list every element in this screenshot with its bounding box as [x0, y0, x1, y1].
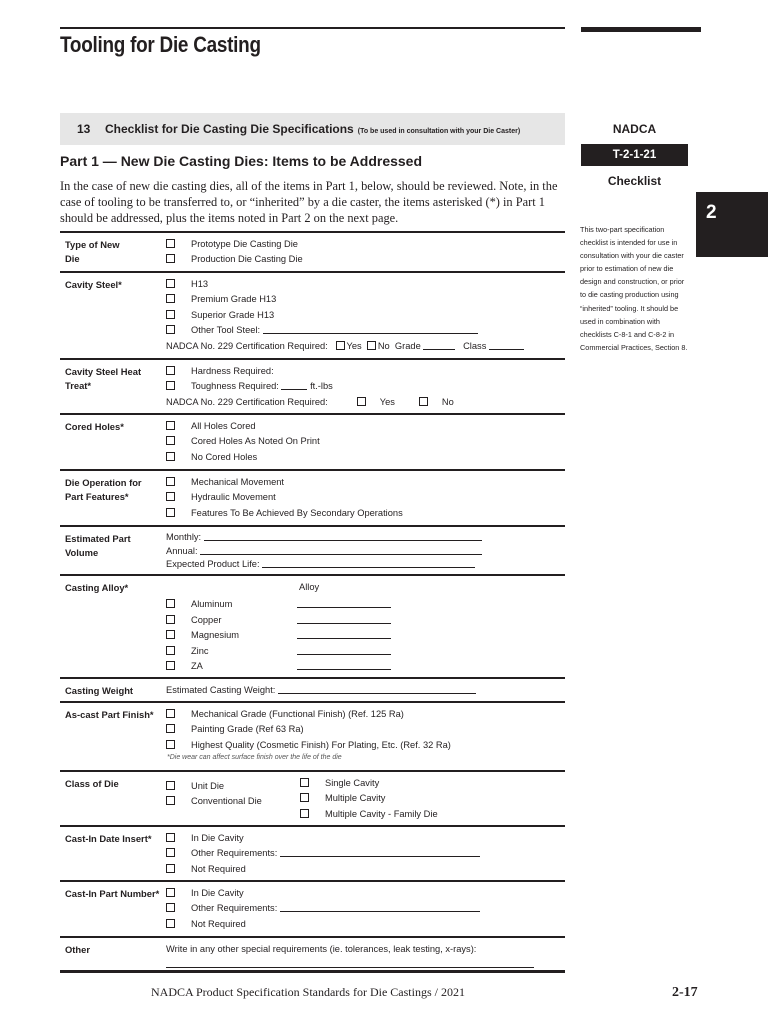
option-prototype[interactable]: Prototype Die Casting Die [166, 237, 565, 252]
checkbox[interactable] [166, 724, 175, 733]
option-conventional-die[interactable]: Conventional Die [166, 794, 286, 809]
row-body [166, 683, 565, 698]
option-h13[interactable]: H13 [166, 277, 565, 292]
row-body [166, 531, 565, 572]
row-label: Casting Weight [65, 685, 134, 696]
option-cored-as-noted[interactable]: Cored Holes As Noted On Print [166, 434, 565, 449]
other-steel-field[interactable] [263, 324, 478, 334]
toughness-field[interactable] [281, 380, 307, 390]
option-aluminum[interactable]: Aluminum [166, 597, 565, 612]
certification-line: NADCA No. 229 Certification Required: Yes No [166, 396, 454, 407]
intro-paragraph: In the case of new die casting dies, all of the items in Part 1, below, should be reviewed. Note, in the case of tooling to be transferred to, or “inherited” by a die caster, the items asterisked (*) in Part 1 should be addressed, plus the items noted in Part 2 on the next page. [60, 179, 558, 225]
checkbox[interactable] [166, 646, 175, 655]
page-number: 2-17 [672, 985, 698, 1000]
weight-line: Estimated Casting Weight: [166, 683, 565, 698]
row-part-number [60, 882, 565, 938]
grade-field[interactable] [423, 340, 455, 350]
row-label: Cavity Steel Heat Treat* [65, 366, 142, 391]
annual-field[interactable] [200, 545, 482, 555]
part-heading: Part 1 — New Die Casting Dies: Items to be Addressed [60, 153, 423, 169]
row-class-of-die [60, 772, 565, 827]
option-mechanical[interactable]: Mechanical Movement [166, 475, 565, 490]
section-title [105, 122, 520, 136]
finish-note: *Die wear can affect surface finish over the life of the die [167, 754, 342, 762]
row-body [166, 707, 565, 763]
row-label: Class of Die [65, 778, 119, 789]
section-note: (To be used in consultation with your Die Caster) [357, 128, 521, 135]
yes-checkbox[interactable] [357, 397, 366, 406]
row-part-finish [60, 703, 565, 772]
checkbox[interactable] [166, 630, 175, 639]
option-toughness[interactable]: Toughness Required: ft.-lbs [166, 379, 565, 394]
row-label: Type of New Die [65, 239, 120, 264]
option-premium-h13[interactable]: Premium Grade H13 [166, 292, 565, 307]
alloy-field[interactable] [297, 614, 391, 624]
alloy-header: Alloy [299, 582, 320, 592]
row-casting-alloy [60, 576, 565, 679]
checkbox[interactable] [166, 888, 175, 897]
option-superior-h13[interactable]: Superior Grade H13 [166, 308, 565, 323]
section-band [60, 113, 565, 145]
option-in-die-cavity[interactable]: In Die Cavity [166, 886, 565, 901]
alloy-field[interactable] [297, 645, 391, 655]
option-not-required[interactable]: Not Required [166, 917, 565, 932]
row-other [60, 938, 565, 971]
annual-line: Annual: [166, 545, 565, 559]
row-die-operation [60, 471, 565, 527]
sidebar-org: NADCA [612, 122, 657, 136]
checkbox[interactable] [166, 508, 175, 517]
row-label: Casting Alloy* [65, 582, 129, 593]
option-not-required[interactable]: Not Required [166, 862, 565, 877]
row-date-insert [60, 827, 565, 882]
row-body [166, 475, 565, 521]
option-in-die-cavity[interactable]: In Die Cavity [166, 831, 565, 846]
option-production[interactable]: Production Die Casting Die [166, 252, 565, 267]
checkbox[interactable] [300, 778, 309, 787]
monthly-field[interactable] [204, 531, 482, 541]
alloy-field[interactable] [297, 598, 391, 608]
checkbox[interactable] [166, 477, 175, 486]
row-body [166, 419, 565, 465]
row-body [166, 277, 565, 354]
alloy-field[interactable] [297, 629, 391, 639]
sidebar-description: This two-part specification checklist is intended for use in consultation with your die caster prior to estimation of new die design and construction, or prior to die casting production using “inherited” tooling. It should be used in combination with checklists C-8-1 and C-8-2 in Commercial Practices, Section 8. [580, 225, 688, 352]
checkbox[interactable] [166, 833, 175, 842]
sidebar-doc-type: Checklist [607, 174, 662, 188]
option-family-die[interactable]: Multiple Cavity - Family Die [300, 807, 500, 822]
checkbox[interactable] [166, 740, 175, 749]
row-body [166, 831, 565, 877]
row-body [166, 580, 565, 674]
row-heat-treat [60, 360, 565, 415]
checkbox[interactable] [166, 381, 175, 390]
class-field[interactable] [489, 340, 524, 350]
other-instructions: Write in any other special requirements (ie. tolerances, leak testing, x-rays): [166, 944, 477, 954]
row-casting-weight [60, 679, 565, 703]
option-unit-die[interactable]: Unit Die [166, 779, 286, 794]
checkbox[interactable] [166, 436, 175, 445]
row-label: Other [65, 944, 91, 955]
checkbox[interactable] [166, 366, 175, 375]
row-cored-holes [60, 415, 565, 471]
alloy-field[interactable] [297, 660, 391, 670]
option-multiple-cavity[interactable]: Multiple Cavity [300, 791, 500, 806]
option-other-tool-steel[interactable]: Other Tool Steel: [166, 323, 565, 338]
row-body [166, 942, 565, 973]
page-title: Tooling for Die Casting [60, 32, 261, 57]
sidebar-code-badge: T-2-1-21 [581, 144, 688, 166]
checkbox[interactable] [166, 903, 175, 912]
checkbox[interactable] [166, 239, 175, 248]
top-rule [60, 27, 565, 29]
option-hardness[interactable]: Hardness Required: [166, 364, 565, 379]
checkbox[interactable] [166, 452, 175, 461]
certification-line: NADCA No. 229 Certification Required: Yes No Grade Class [166, 339, 565, 354]
other-requirements-field[interactable] [280, 902, 480, 912]
option-other-requirements[interactable]: Other Requirements: [166, 901, 565, 916]
checkbox[interactable] [166, 919, 175, 928]
row-label: Cast-In Part Number* [65, 888, 160, 899]
option-other-requirements[interactable]: Other Requirements: [166, 846, 565, 861]
option-all-cored[interactable]: All Holes Cored [166, 419, 565, 434]
bottom-rule [60, 970, 565, 973]
weight-field[interactable] [278, 684, 476, 694]
product-life-field[interactable] [262, 558, 475, 568]
option-hydraulic[interactable]: Hydraulic Movement [166, 490, 565, 505]
row-body [166, 237, 565, 268]
row-label: Estimated Part Volume [65, 533, 131, 558]
checkbox[interactable] [166, 661, 175, 670]
checkbox[interactable] [300, 809, 309, 818]
section-number: 13 [77, 122, 91, 136]
class-left-column [166, 779, 286, 810]
product-life-line: Expected Product Life: [166, 558, 565, 572]
row-cavity-steel [60, 273, 565, 360]
footer-text: NADCA Product Specification Standards for Die Castings / 2021 [151, 985, 465, 999]
checkbox[interactable] [166, 310, 175, 319]
checkbox[interactable] [166, 421, 175, 430]
monthly-line: Monthly: [166, 531, 565, 545]
row-type-of-die [60, 233, 565, 273]
checkbox[interactable] [166, 599, 175, 608]
checkbox[interactable] [166, 796, 175, 805]
checkbox[interactable] [166, 294, 175, 303]
option-zinc[interactable]: Zinc [166, 644, 565, 659]
checkbox[interactable] [166, 325, 175, 334]
checkbox[interactable] [166, 279, 175, 288]
yes-checkbox[interactable] [336, 341, 345, 350]
checkbox[interactable] [166, 848, 175, 857]
row-label: Die Operation for Part Features* [65, 477, 142, 502]
row-label: Cavity Steel* [65, 279, 122, 290]
checkbox[interactable] [166, 615, 175, 624]
other-requirements-field[interactable] [166, 958, 534, 968]
option-copper[interactable]: Copper [166, 613, 565, 628]
option-za[interactable]: ZA [166, 659, 565, 674]
top-rule-sidebar [581, 27, 701, 32]
option-highest-quality[interactable]: Highest Quality (Cosmetic Finish) For Plating, Etc. (Ref. 32 Ra) [166, 738, 565, 753]
row-label: Cored Holes* [65, 421, 124, 432]
other-requirements-field[interactable] [280, 847, 480, 857]
option-magnesium[interactable]: Magnesium [166, 628, 565, 643]
option-secondary-ops[interactable]: Features To Be Achieved By Secondary Operations [166, 506, 565, 521]
row-part-volume [60, 527, 565, 576]
checkbox[interactable] [166, 864, 175, 873]
checkbox[interactable] [166, 781, 175, 790]
option-single-cavity[interactable]: Single Cavity [300, 776, 500, 791]
row-label: As-cast Part Finish* [65, 709, 154, 720]
checklist-form [60, 231, 565, 971]
checkbox[interactable] [166, 709, 175, 718]
row-body [166, 364, 565, 410]
checkbox[interactable] [166, 254, 175, 263]
no-checkbox[interactable] [367, 341, 376, 350]
row-body [166, 886, 565, 932]
no-checkbox[interactable] [419, 397, 428, 406]
class-right-column [300, 776, 500, 822]
section-title-text: Checklist for Die Casting Die Specifications [105, 122, 354, 136]
option-painting-grade[interactable]: Painting Grade (Ref 63 Ra) [166, 722, 565, 737]
option-mechanical-grade[interactable]: Mechanical Grade (Functional Finish) (Ref. 125 Ra) [166, 707, 565, 722]
checkbox[interactable] [300, 793, 309, 802]
chapter-number: 2 [706, 202, 717, 223]
chapter-tab [696, 192, 768, 257]
option-no-cored[interactable]: No Cored Holes [166, 450, 565, 465]
checkbox[interactable] [166, 492, 175, 501]
row-label: Cast-In Date Insert* [65, 833, 152, 844]
